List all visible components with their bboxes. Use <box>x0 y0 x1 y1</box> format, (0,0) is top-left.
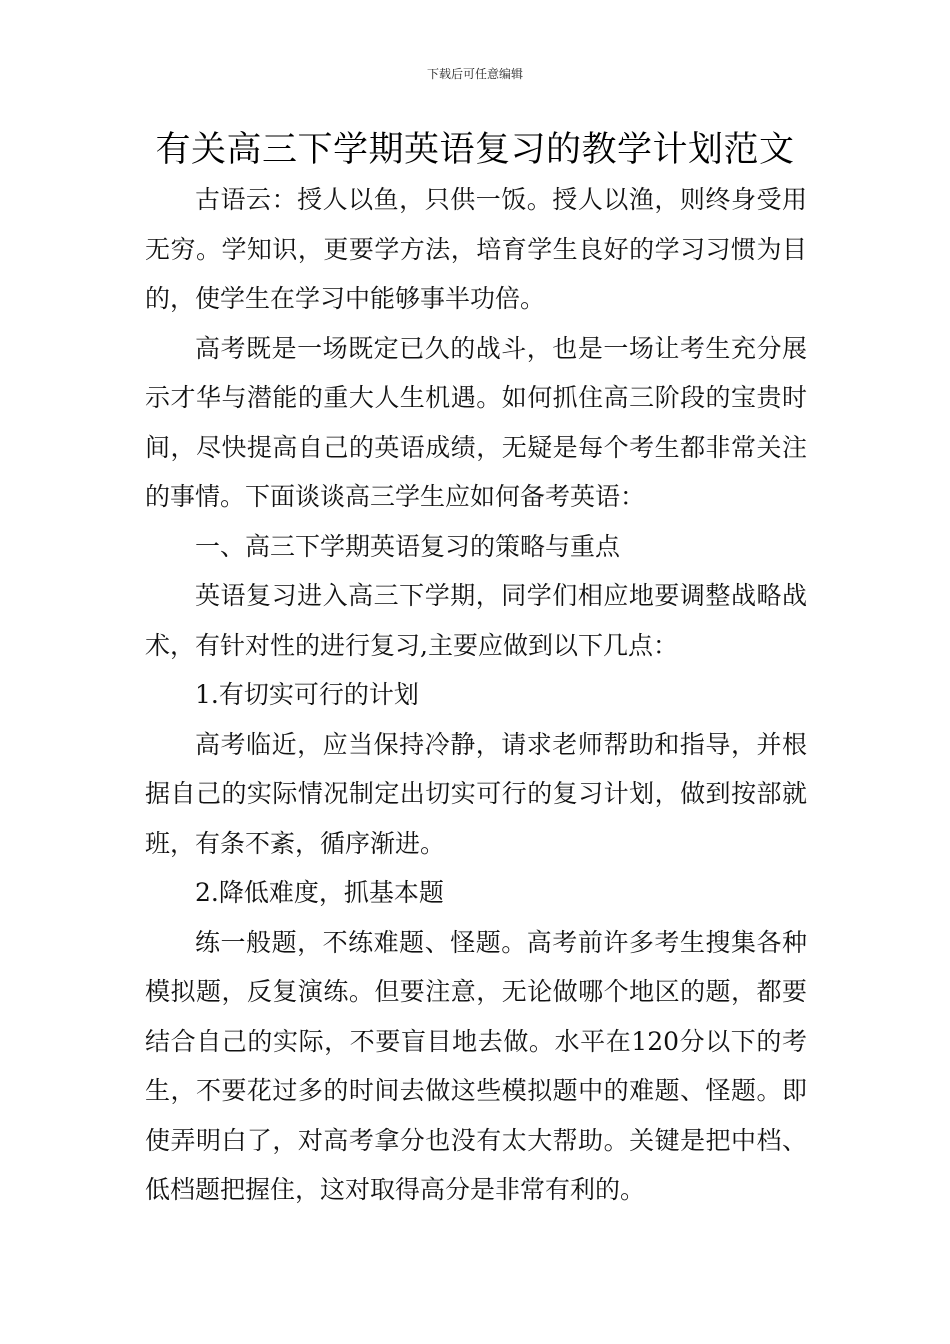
paragraph-intro: 古语云：授人以鱼，只供一饭。授人以渔，则终身受用无穷。学知识，更要学方法，培育学生良好的学习习惯为目的，使学生在学习中能够事半功倍。 <box>145 185 807 313</box>
document-title: 有关高三下学期英语复习的教学计划范文 <box>155 130 795 170</box>
paragraph-plan: 高考临近，应当保持冷静，请求老师帮助和指导，并根据自己的实际情况制定出切实可行的复习计划，做到按部就班，有条不紊，循序渐进。 <box>145 729 807 858</box>
paragraph-gaokao: 高考既是一场既定已久的战斗，也是一场让考生充分展示才华与潜能的重大人生机遇。如何抓住高三阶段的宝贵时间，尽快提高自己的英语成绩，无疑是每个考生都非常关注的事情。下面谈谈高三学生应如何备考英语： <box>145 333 807 511</box>
section-heading-1: 一、高三下学期英语复习的策略与重点 <box>195 531 621 561</box>
subheading-difficulty: 2.降低难度，抓基本题 <box>195 878 444 907</box>
header-note: 下载后可任意编辑 <box>426 67 523 81</box>
paragraph-difficulty: 练一般题，不练难题、怪题。高考前许多考生搜集各种模拟题，反复演练。但要注意，无论做哪个地区的题，都要结合自己的实际，不要盲目地去做。水平在120分以下的考生，不要花过多的时间去做这些模拟题中的难题、怪题。即使弄明白了，对高考拿分也没有太大帮助。关键是把中档、低档题把握住，这对取得高分是非常有利的。 <box>145 927 807 1204</box>
paragraph-strategy: 英语复习进入高三下学期，同学们相应地要调整战略战术，有针对性的进行复习,主要应做到以下几点： <box>145 581 807 660</box>
subheading-plan: 1.有切实可行的计划 <box>195 680 419 709</box>
document-body <box>145 175 807 1215</box>
